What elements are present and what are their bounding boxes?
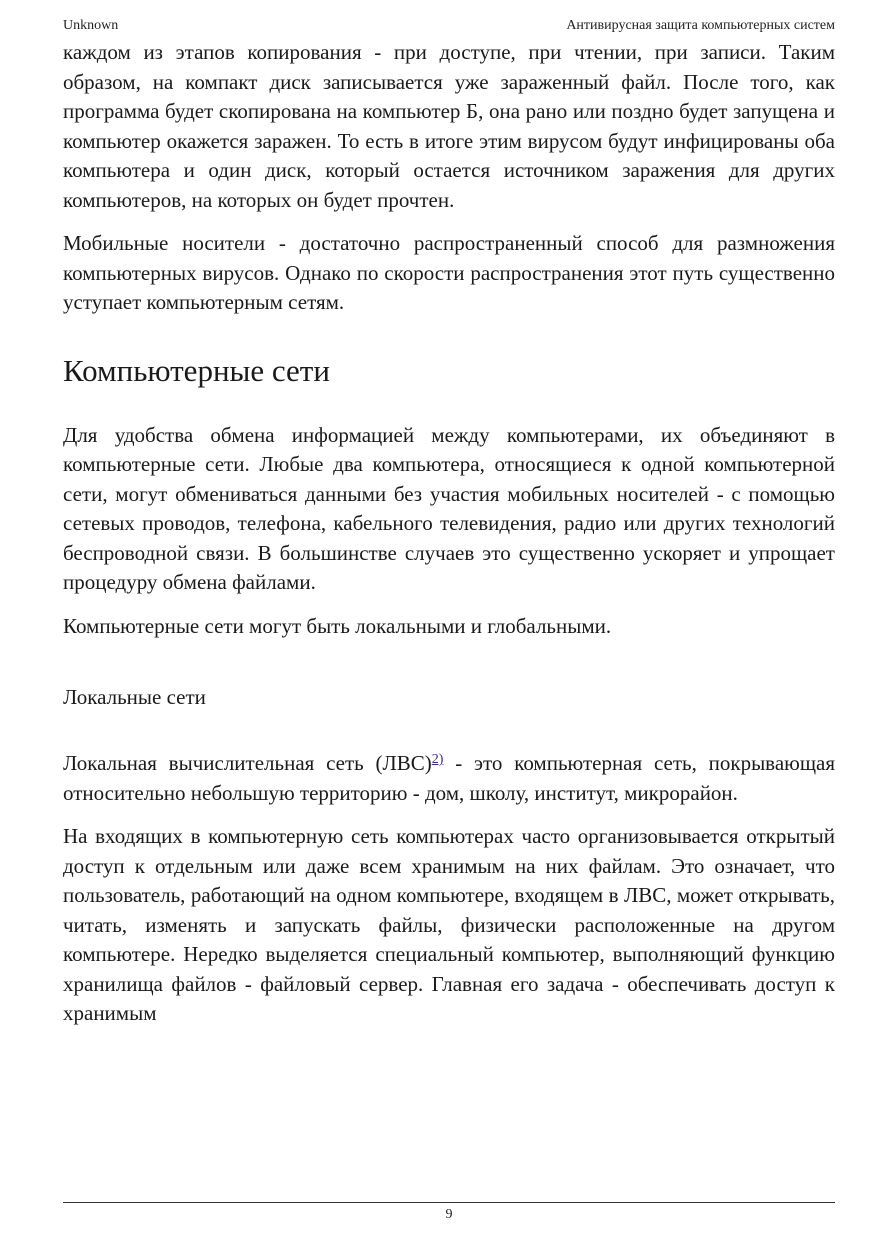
lan-definition-text-start: Локальная вычислительная сеть (ЛВС) [63, 751, 432, 775]
paragraph-file-sharing: На входящих в компьютерную сеть компьютерах часто организовывается открытый доступ к отдельным или даже всем хранимым на них файлам. Это означает, что пользователь, работающий на одном компьютере, входящем в ЛВС, может открывать, читать, изменять и запускать файлы, физически расположенные на другом компьютере. Нередко выделяется специальный компьютер, выполняющий функцию хранилища файлов - файловый сервер. Главная его задача - обеспечивать доступ к хранимым [63, 824, 835, 1025]
section-heading-computer-networks: Компьютерные сети [63, 352, 330, 388]
page-content [63, 38, 835, 1029]
subsection-heading-local-networks: Локальные сети [63, 685, 206, 709]
header-author: Unknown [63, 18, 119, 33]
header-document-title: Антивирусная защита компьютерных систем [566, 18, 835, 33]
paragraph-networks-intro: Для удобства обмена информацией между компьютерами, их объединяют в компьютерные сети. Любые два компьютера, относящиеся к одной компьютерной сети, могут обмениваться данными без участия мобильных носителей - с помощью сетевых проводов, телефона, кабельного телевидения, радио или других технологий беспроводной связи. В большинстве случаев это существенно ускоряет и упрощает процедуру обмена файлами. [63, 422, 835, 594]
paragraph-lan-definition [63, 749, 835, 808]
page-number: 9 [445, 1207, 453, 1222]
footer-divider [63, 1202, 835, 1203]
lan-definition-text-end: - это компьютерная сеть, покрывающая относительно небольшую территорию - дом, школу, институт, микрорайон. [63, 751, 835, 805]
paragraph-network-types: Компьютерные сети могут быть локальными и глобальными. [63, 613, 612, 638]
running-header [63, 16, 835, 36]
paragraph-continuation: каждом из этапов копирования - при доступе, при чтении, при записи. Таким образом, на компакт диск записывается уже зараженный файл. После того, как программа будет скопирована на компьютер Б, она рано или поздно будет запущена и компьютер окажется заражен. То есть в итоге этим вирусом будут инфицированы оба компьютера и один диск, который остается источником заражения для других компьютеров, на которых он будет прочтен. [63, 40, 835, 212]
footnote-link[interactable]: 2) [431, 752, 444, 767]
paragraph-mobile-media: Мобильные носители - достаточно распространенный способ для размножения компьютерных вирусов. Однако по скорости распространения этот путь существенно уступает компьютерным сетям. [63, 231, 835, 314]
